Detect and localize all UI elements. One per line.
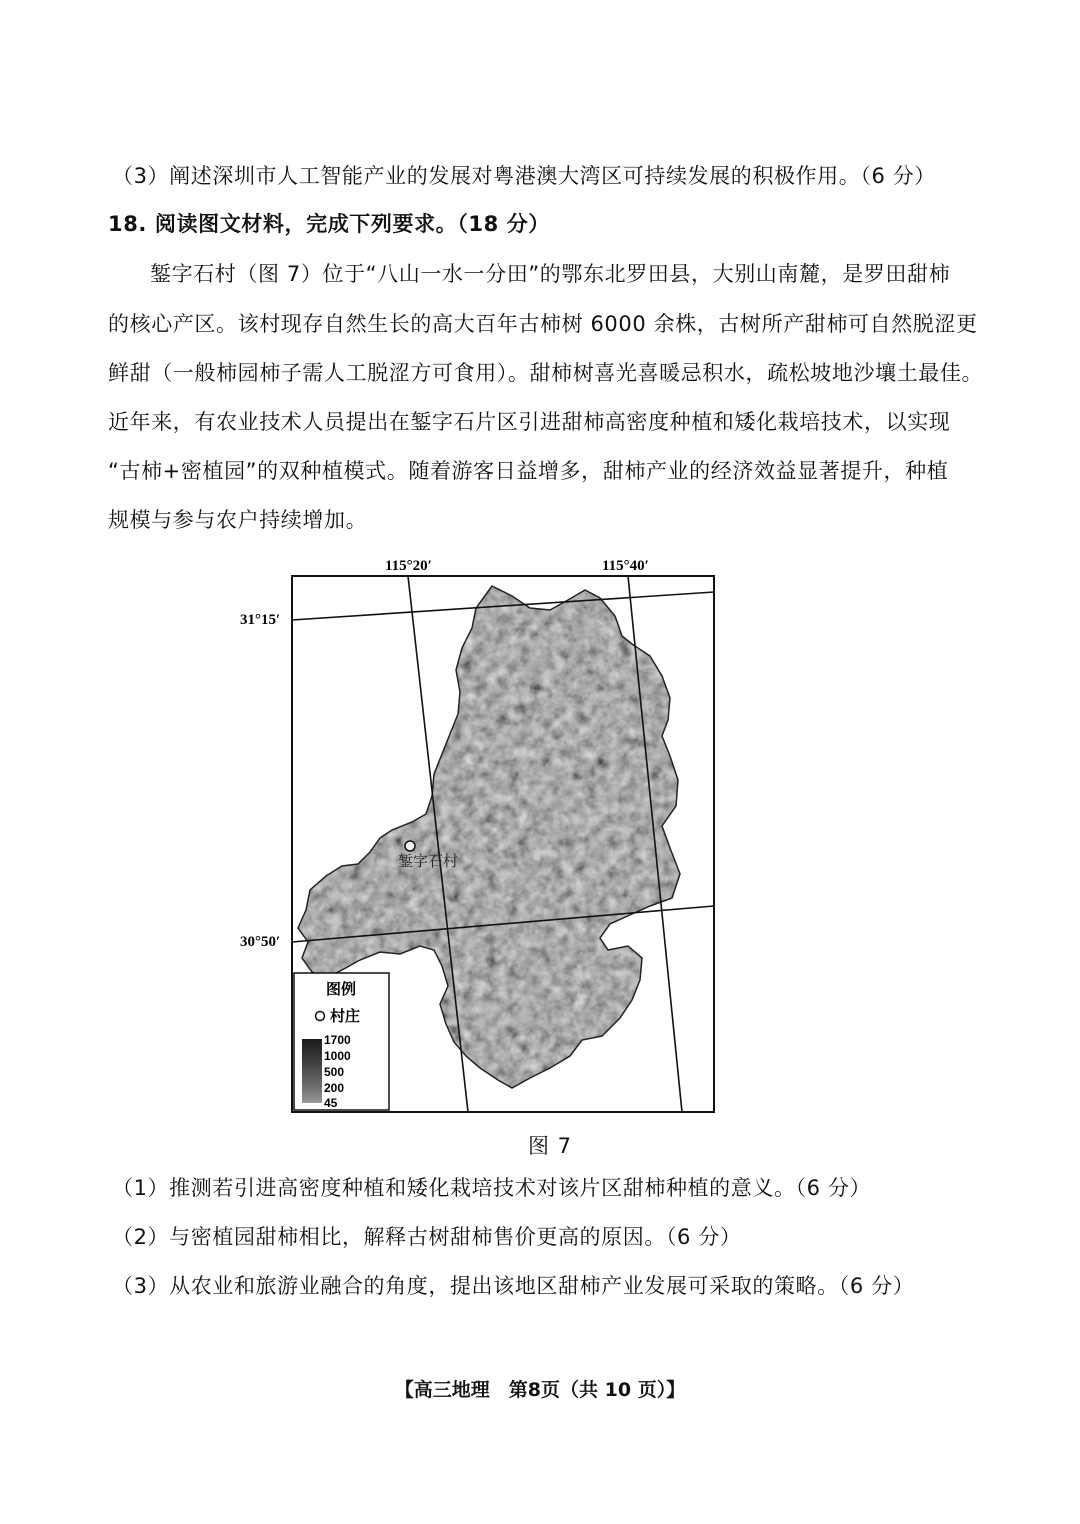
elevation-ramp xyxy=(302,1039,322,1103)
village-marker-icon xyxy=(405,841,415,851)
passage-line: 规模与参与农户持续增加。 xyxy=(108,508,368,532)
village-label: 錾字石村 xyxy=(398,852,459,870)
legend-value: 200 xyxy=(324,1081,345,1095)
legend-village-label: 村庄 xyxy=(330,1007,361,1025)
longitude-label: 115°20′ xyxy=(385,558,432,574)
question-18-heading: 18. 阅读图文材料，完成下列要求。（18 分） xyxy=(108,212,550,236)
sub-question: （3）从农业和旅游业融合的角度，提出该地区甜柿产业发展可采取的策略。（6 分） xyxy=(112,1274,915,1298)
legend-value: 1700 xyxy=(324,1033,351,1047)
legend-value: 45 xyxy=(324,1096,338,1110)
longitude-label: 115°40′ xyxy=(602,558,649,574)
passage-line: 近年来，有农业技术人员提出在錾字石片区引进甜柿高密度种植和矮化栽培技术，以实现 xyxy=(108,410,951,434)
legend-village-icon xyxy=(316,1012,325,1021)
legend-value: 1000 xyxy=(324,1049,351,1063)
sub-question: （1）推测若引进高密度种植和矮化栽培技术对该片区甜柿种植的意义。（6 分） xyxy=(112,1176,872,1200)
passage-line: 的核心产区。该村现存自然生长的高大百年古柿树 6000 余株，古树所产甜柿可自然脱涩更 xyxy=(108,312,978,336)
passage-line: 錾字石村（图 7）位于“八山一水一分田”的鄂东北罗田县，大别山南麓，是罗田甜柿 xyxy=(150,262,951,286)
passage-line: 鲜甜（一般柿园柿子需人工脱涩方可食用）。甜柿树喜光喜暖忌积水，疏松坡地沙壤土最佳。 xyxy=(108,361,984,385)
map-legend xyxy=(294,973,389,1110)
latitude-label: 31°15′ xyxy=(240,612,281,628)
legend-value: 500 xyxy=(324,1065,345,1079)
passage-line: “古柿+密植园”的双种植模式。随着游客日益增多，甜柿产业的经济效益显著提升，种植 xyxy=(108,459,949,483)
legend-title: 图例 xyxy=(326,980,357,998)
figure-7-map xyxy=(230,548,730,1128)
figure-caption: 图 7 xyxy=(528,1134,573,1158)
top-question: （3）阐述深圳市人工智能产业的发展对粤港澳大湾区可持续发展的积极作用。（6 分） xyxy=(112,164,936,188)
page-footer: 【高三地理 第8页（共 10 页）】 xyxy=(394,1379,686,1401)
sub-question: （2）与密植园甜柿相比，解释古树甜柿售价更高的原因。（6 分） xyxy=(112,1225,742,1249)
latitude-label: 30°50′ xyxy=(240,934,281,950)
